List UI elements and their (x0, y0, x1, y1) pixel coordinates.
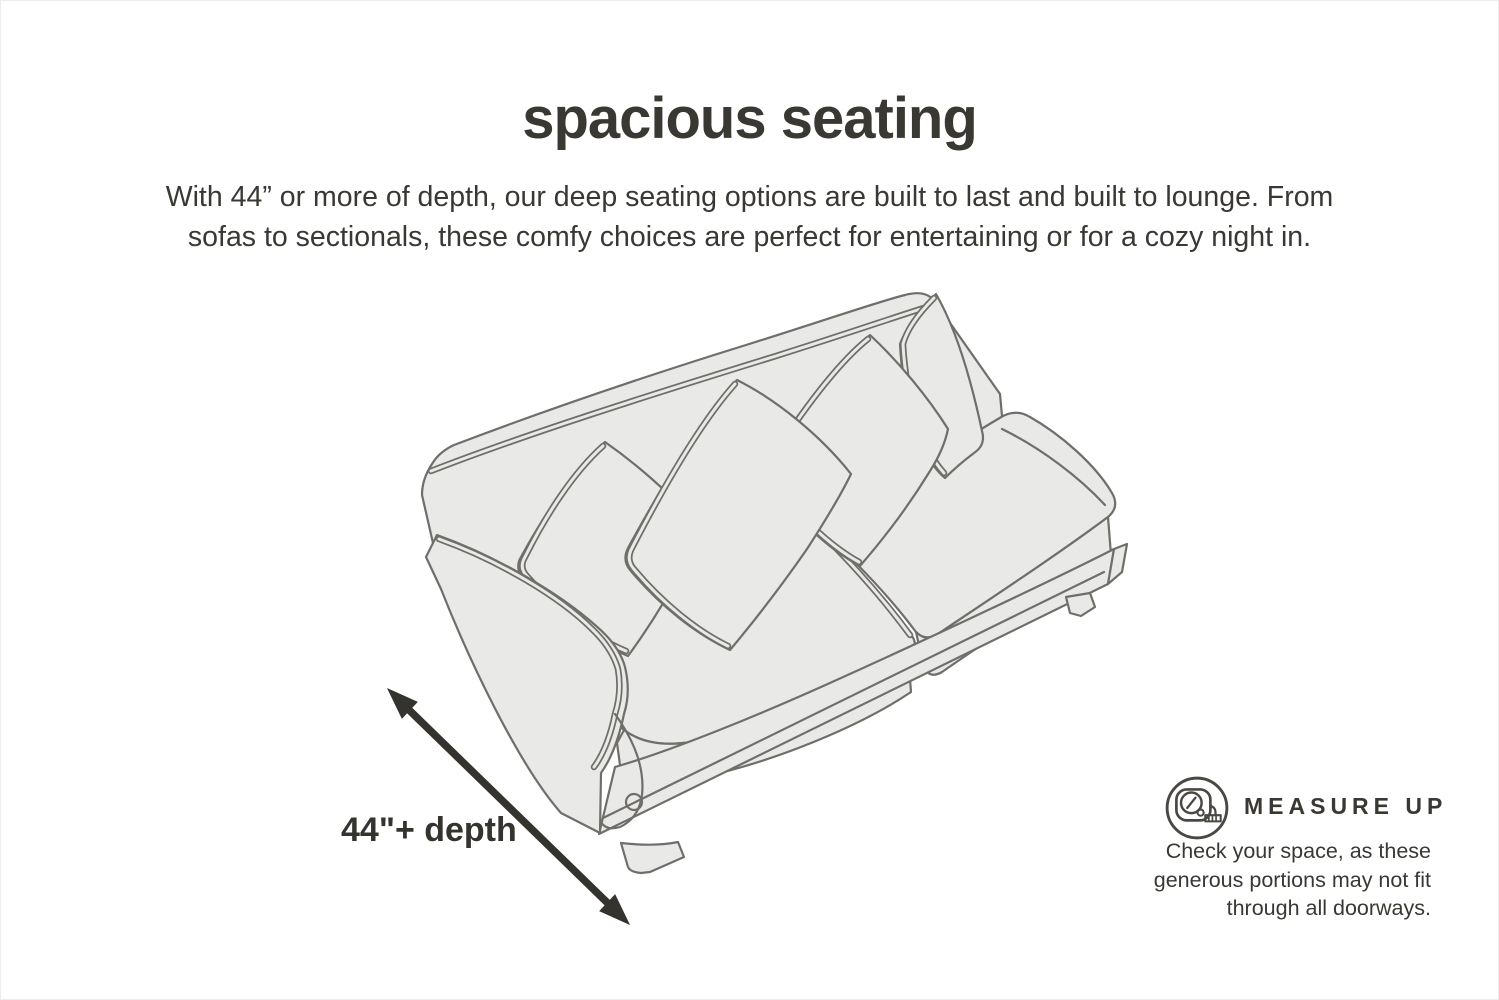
tape-measure-reel-slash (1187, 798, 1195, 808)
intro-line-2: sofas to sectionals, these comfy choices are perfect for entertaining or for a cozy night in. (187, 221, 1312, 253)
page-title: spacious seating (522, 86, 977, 151)
depth-dimension-label: 44"+ depth (341, 811, 517, 849)
sofa-group (422, 293, 1127, 873)
measure-up-note-line-3: through all doorways. (1226, 896, 1431, 920)
intro-line-1: With 44” or more of depth, our deep seating options are built to last and built to lounge. From (165, 181, 1334, 213)
tape-measure-icon (1163, 774, 1231, 842)
sofa-foot-right (1066, 593, 1095, 616)
measure-up-heading: MEASURE UP (1244, 793, 1448, 819)
measure-up-note-line-2: generous portions may not fit (1153, 867, 1431, 892)
measure-up-note (1031, 837, 1431, 923)
tape-measure-ticks (1209, 816, 1216, 821)
measure-up-note-line-1: Check your space, as these (1165, 839, 1431, 863)
sofa-foot-front (621, 842, 684, 873)
tape-measure-hub (1198, 810, 1204, 816)
